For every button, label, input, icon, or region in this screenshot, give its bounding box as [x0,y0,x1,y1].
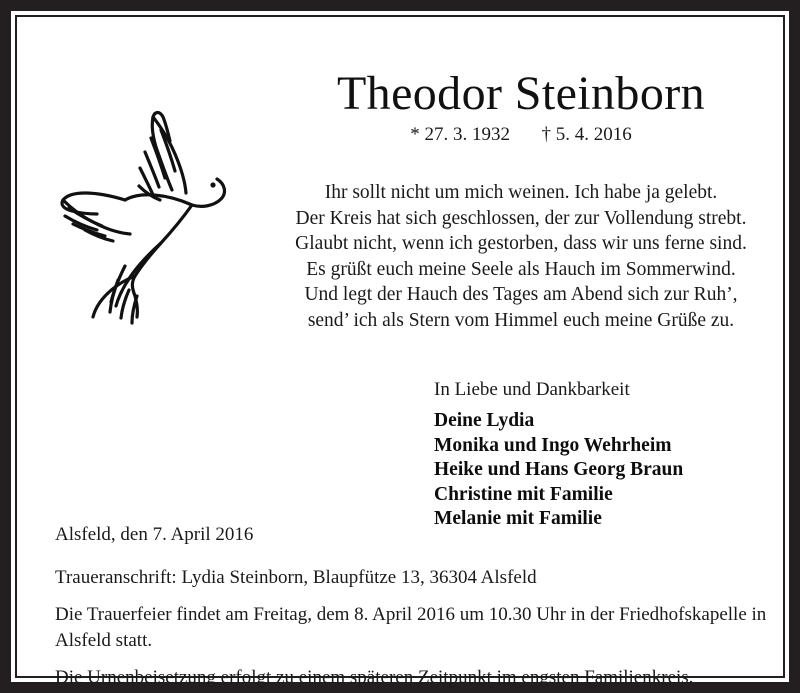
dove-illustration [39,100,249,340]
death-symbol: † [541,124,551,145]
mourner-name: Melanie mit Familie [434,508,602,529]
mourners-intro: In Liebe und Dankbarkeit [434,379,630,400]
mourning-address: Traueranschrift: Lydia Steinborn, Blaupfütze 13, 36304 Alsfeld [55,567,537,588]
mourner-name: Christine mit Familie [434,483,613,505]
service-details [55,565,767,691]
mourner-name: Deine Lydia [434,410,535,431]
page-title: Theodor Steinborn [336,67,706,120]
mourners-block [434,377,774,532]
birth-date: 27. 3. 1932 [424,124,510,145]
poem-line: send’ ich als Stern vom Himmel euch meine Grüße zu. [307,309,735,331]
death-date: 5. 4. 2016 [555,124,632,145]
urn-burial-info: Die Urnenbeisetzung erfolgt zu einem späteren Zeitpunkt im engsten Familienkreis. [55,667,694,688]
poem-line: Ihr sollt nicht um mich weinen. Ich habe ja gelebt. [324,182,718,203]
obituary-inner-border [15,15,785,688]
place-and-date: Alsfeld, den 7. April 2016 [55,524,254,545]
funeral-service-info: Die Trauerfeier findet am Freitag, dem 8. April 2016 um 10.30 Uhr in der Friedhofskapelle in Alsfeld statt. [55,604,767,651]
mourner-name: Heike und Hans Georg Braun [434,459,684,480]
poem-line: Glaubt nicht, wenn ich gestorben, dass wir uns ferne sind. [295,233,747,254]
poem-line: Und legt der Hauch des Tages am Abend sich zur Ruh’, [304,284,738,305]
poem-line: Es grüßt euch meine Seele als Hauch im Sommerwind. [306,258,736,280]
poem-line: Der Kreis hat sich geschlossen, der zur Vollendung strebt. [295,207,747,229]
memorial-poem [265,180,777,333]
life-dates [257,124,785,146]
mourner-name: Monika und Ingo Wehrheim [434,434,672,456]
birth-symbol: * [410,124,420,145]
